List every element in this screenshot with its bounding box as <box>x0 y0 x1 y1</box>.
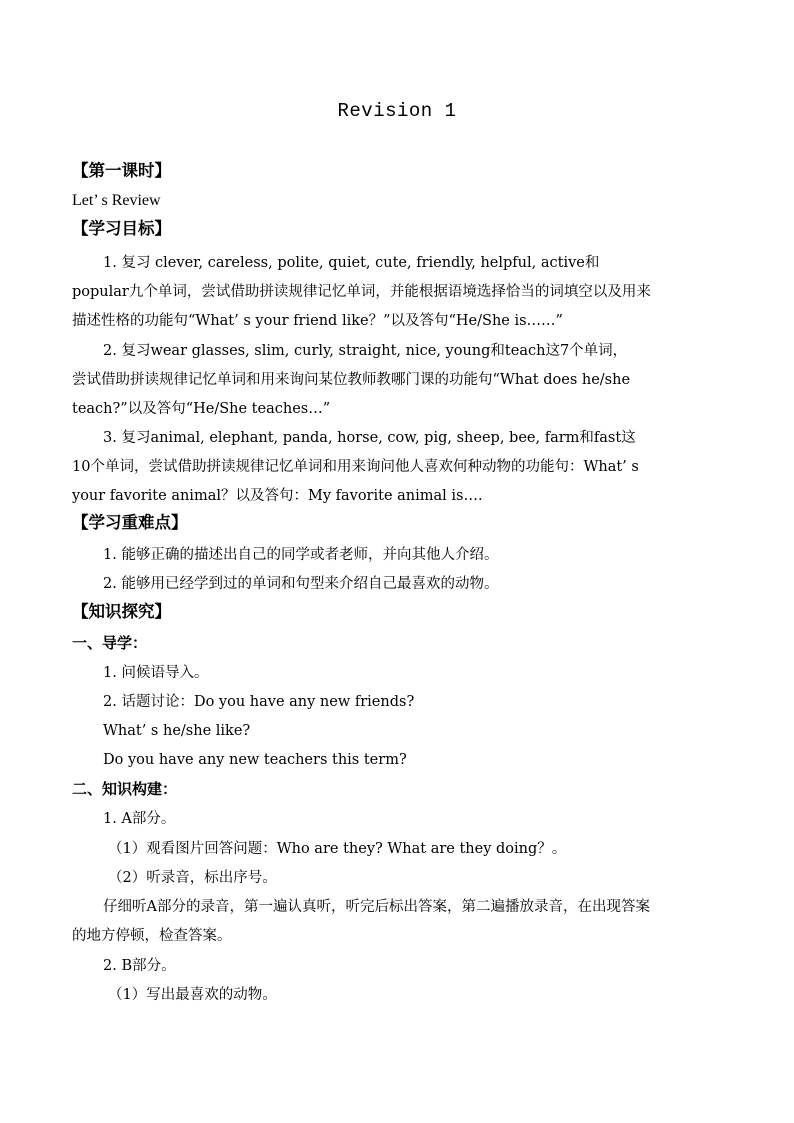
lets-review-heading: Let’ s Review <box>72 192 161 209</box>
section-1-heading: 一、导学： <box>72 634 148 652</box>
section-1-item: 1. 问候语导入。 <box>103 665 209 681</box>
section-1-item: Do you have any new teachers this term? <box>103 752 407 768</box>
section-2-b-step-1: （1）写出最喜欢的动物。 <box>108 987 277 1003</box>
objective-1-line-1: 1. 复习 clever, careless, polite, quiet, cute, friendly, helpful, active和 <box>103 255 600 271</box>
objective-1-line-3: 描述性格的功能句“What’ s your friend like？”以及答句“He/She is……” <box>72 313 563 329</box>
section-2-a-part: 1. A部分。 <box>103 811 176 827</box>
lesson-heading: 【第一课时】 <box>72 161 171 180</box>
difficulty-item: 1. 能够正确的描述出自己的同学或者老师，并向其他人介绍。 <box>103 547 499 563</box>
objective-3-line-3: your favorite animal？以及答句：My favorite animal is…. <box>72 488 483 504</box>
section-2-heading: 二、知识构建： <box>72 780 178 798</box>
objective-2-line-3: teach?”以及答句“He/She teaches…” <box>72 401 331 417</box>
explore-heading: 【知识探究】 <box>72 602 171 621</box>
section-2-a-paragraph-line-2: 的地方停顿，检查答案。 <box>72 928 232 944</box>
objective-1-line-2: popular九个单词，尝试借助拼读规律记忆单词，并能根据语境选择恰当的词填空以及用来 <box>72 284 651 300</box>
difficulty-heading: 【学习重难点】 <box>72 513 188 532</box>
section-2-a-step-1: （1）观看图片回答问题：Who are they? What are they doing？。 <box>108 841 567 857</box>
objective-3-line-2: 10个单词，尝试借助拼读规律记忆单词和用来询问他人喜欢何种动物的功能句：What’ s <box>72 459 639 475</box>
difficulty-item: 2. 能够用已经学到过的单词和句型来介绍自己最喜欢的动物。 <box>103 576 499 592</box>
section-1-item: What’ s he/she like? <box>103 723 251 739</box>
objective-3-line-1: 3. 复习animal, elephant, panda, horse, cow, pig, sheep, bee, farm和fast这 <box>103 430 636 446</box>
section-2-a-step-2: （2）听录音，标出序号。 <box>108 870 277 886</box>
page-title: Revision 1 <box>337 100 457 122</box>
section-2-a-paragraph-line-1: 仔细听A部分的录音，第一遍认真听，听完后标出答案，第二遍播放录音，在出现答案 <box>103 899 650 915</box>
objectives-heading: 【学习目标】 <box>72 219 171 238</box>
objective-2-line-1: 2. 复习wear glasses, slim, curly, straight, nice, young和teach这7个单词， <box>103 343 628 359</box>
section-2-b-part: 2. B部分。 <box>103 958 176 974</box>
objective-2-line-2: 尝试借助拼读规律记忆单词和用来询问某位教师教哪门课的功能句“What does he/she <box>72 372 631 388</box>
section-1-item: 2. 话题讨论：Do you have any new friends? <box>103 694 415 710</box>
